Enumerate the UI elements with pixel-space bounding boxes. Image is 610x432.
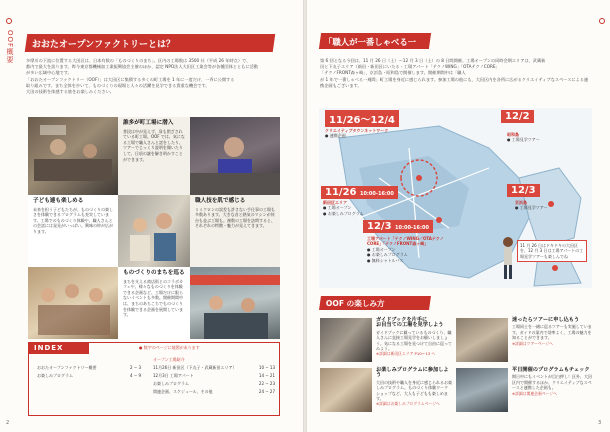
date-label: 11/26 10:00-16:00 — [321, 186, 398, 199]
feature-text: １ミクロンの誤差も許さない手仕事の工場も多数あります。大きな音と熱気のマシンが何台も並ぶ工場も。複数の工場を訪問すると、それぞれの特徴・魅力が見えてきます。 — [195, 206, 275, 229]
page-number-left: 2 — [6, 420, 10, 426]
enjoy-banner — [319, 296, 431, 310]
intro-line: が多い広域中心地です。 — [26, 70, 72, 76]
area-map[interactable] — [319, 108, 592, 288]
enjoy-title: OOF の楽しみ方 — [325, 299, 385, 308]
week-title-banner — [319, 33, 431, 59]
enjoy-link[interactable]: ※詳細は関連企画ページへ — [512, 390, 557, 396]
right-intro — [320, 58, 592, 89]
enjoy-heading: ガイドブックを片手に お目当ての工場を見学しよう — [376, 317, 444, 329]
feature-text: 普段は中が見えず、扉も閉ざされている町工場。OOF では、気になる工場で職人さんと話をしたり、ツアーでじっくり説明を聞いたりして、日頃の謎を解き明かすことができます。 — [123, 128, 185, 162]
enjoy-heading: 平日開催のプログラムもチェック — [512, 367, 590, 373]
index-box — [28, 342, 280, 416]
week-title: 「職人が一番しゃべる一週間」 — [324, 37, 417, 59]
tab-dot-icon — [6, 18, 12, 24]
left-page — [0, 0, 303, 432]
feature-heading: 職人技を肌で感じる — [195, 198, 246, 204]
feature-cell-4 — [118, 267, 190, 339]
enjoy-link[interactable]: ※詳細はツアーページへ — [512, 340, 553, 346]
map-tag[interactable]: 工場アパート「テクノWING／OTAテクノCORE」「テクノFRONT森ヶ崎」 ● 工場オープン ● お楽しみプログラム ● 無料シャトルバス — [367, 236, 444, 263]
index-row[interactable]: 11月26日 新田区（下丸子・武蔵新田エリア） 10 − 13 — [153, 365, 275, 370]
enjoy-item — [376, 368, 452, 407]
enjoy-item — [376, 318, 452, 357]
map-tag[interactable]: 新田区エリア ● 工場オープン ● お楽しみプログラム — [323, 200, 364, 216]
enjoy-item — [512, 368, 592, 396]
speech-bubble: 11 月 26 日はドキドキの大田区を、12 月 3 日は工場アパートの工場見学ツアーも楽しんでね — [517, 240, 587, 262]
intro-line: 第 6 回となる今回は、11 月 26 日（土）〜12 月 3 日（土）の 8 日間開催。工場オープンの同時会期エリアは、武蔵新 — [320, 58, 546, 63]
feature-heading: 子ども連も楽しめる — [33, 198, 84, 204]
intro-line: 田と下丸子エリア（新田・新田区にいたる・工場アパート「テクノWING」「OTAテクノCORE」 — [320, 64, 500, 70]
photo-tour — [456, 318, 508, 362]
map-tag[interactable]: 昭和島 ● 工場見学ツアー — [507, 132, 540, 143]
feature-cell-2 — [28, 195, 118, 267]
index-row[interactable]: 12月3日 工場アパート 14 − 21 — [153, 373, 275, 378]
intro-line: 「おおたオープンファクトリー（OOF）」は大田区に集積する多くの町工場を 1 年に一度だけ、一斉に公開する — [26, 76, 235, 82]
date-label: 12/3 — [507, 184, 540, 197]
enjoy-text: ガイドブックに載っているものづくり、職人さんに直接工場見学をお願いしましょう。気になる工場を見つけて自由に巡ってみよう。 — [376, 329, 452, 352]
photo-workshop — [28, 117, 118, 195]
intro-line: 多摩川の下流に位置する大田区は、日本有数の「ものづくりのまち」。区内の工場数は 3500 社（平成 26 年時点）で、 — [26, 58, 251, 63]
index-row[interactable]: お楽しみプログラム 4 − 9 — [37, 373, 141, 378]
feature-cell-3 — [190, 195, 280, 267]
enjoy-text: 工場同士を一緒に巡るツアーも実施しています。ガイドの案内で効率よく、工場の魅力を知ることができます。 — [512, 324, 592, 341]
intro-line: 取り組みです。まち全体を歩いて、ものづくりの現場と人々の活躍を見学できる貴重な機会です。 — [26, 82, 210, 88]
section-title-banner — [25, 34, 276, 52]
photo-program — [320, 368, 372, 412]
feature-mosaic — [28, 117, 280, 339]
enjoy-item — [512, 318, 592, 346]
date-label: 12/2 — [501, 110, 534, 123]
index-note: ● 数字のページに地図があります — [139, 345, 200, 350]
tab-dot-icon — [599, 18, 605, 24]
intro-line: 大田の技術を体感する旅をお楽しみください。 — [26, 89, 114, 95]
feature-text: 未来を担う子どもたちが、ものづくりの楽しさを体験できるプログラムも充実しています。工場でのものづくり体験や、職人さんとの会話には発見がいっぱい。興味の枠が広がります。 — [33, 206, 113, 234]
side-tab-label: OOF概要 — [6, 30, 14, 65]
feature-heading: 誰多が町工場に潜入 — [123, 120, 174, 126]
date-label: 12/3 10:00-16:00 — [363, 220, 433, 233]
photo-weekday — [456, 368, 508, 412]
photo-guidebook — [320, 318, 372, 362]
enjoy-text: 期日中にもイベントが目白押し！区外、大田区内で開催するほか、クリエイティブなスペースと連携した企画も。 — [512, 374, 592, 391]
intro-line: 都内で最大を誇ります。昨今東京都機械加工業振興協会主催のほか、認定 NPO法人大田区工業会等が各種団体とともに活動 — [26, 64, 258, 70]
map-tag[interactable]: クリエイティブタウンネットワーク ● 連携企画 — [325, 128, 389, 139]
index-heading: INDEX — [29, 343, 89, 354]
photo-kids — [118, 195, 190, 267]
enjoy-heading: お楽しみプログラムに参加しよう — [376, 367, 449, 379]
photo-event — [190, 267, 280, 339]
section-title: おおたオープンファクトリーとは？ — [31, 40, 175, 50]
enjoy-heading: 迷ったらツアーに申し込もう — [512, 317, 580, 323]
enjoy-text: 大田の技術や職人を身近に感じられるお楽しみプログラム。ものづくり体験ワークショップなど、大人も子どもも楽しめます。 — [376, 379, 452, 402]
date-label: 11/26〜12/4 — [325, 110, 399, 127]
photo-people — [28, 267, 118, 339]
photo-machine — [190, 117, 280, 195]
index-row[interactable]: おおたオープンファクトリー概要 2 − 3 — [37, 365, 141, 370]
feature-heading: ものづくりのまちを巡る — [123, 270, 185, 276]
enjoy-link[interactable]: ※詳細は新田区エリア P10〜13 へ — [376, 351, 436, 357]
index-row[interactable]: お楽しみプログラム 22 − 23 — [153, 381, 275, 386]
index-row[interactable]: 関連企画、スケジュール、その他 24 − 27 — [153, 389, 275, 394]
page-number-right: 3 — [598, 420, 602, 426]
feature-cell-1 — [118, 117, 190, 195]
intro-line: 「テクノFRONT森ヶ崎」、京浜島・昭和島で開催します。開催期間中は「職人 — [320, 70, 466, 76]
enjoy-link[interactable]: ※詳細はお楽しみプログラムページへ — [376, 401, 440, 407]
intro-line: が 1 年で一番しゃべる一週間」町工場を身近に感じられます。参加工場の他にも、大田区内を各所に広がるクリエイティブなスペースによる連携企画もございます。 — [320, 76, 589, 88]
feature-text: まちを支える商店街とのコラボカフェや、様々なものづくりを体験できる企画など、工場だけに限らないイベントも多数。開催期間中は、まちのあちこちでものづくりを体験できる企画を展開しています。 — [123, 278, 183, 318]
map-tag[interactable]: 京浜島 ● 工場見学ツアー — [515, 200, 548, 211]
intro-text — [26, 58, 284, 95]
index-subhead: オープン工場紹介 — [153, 357, 185, 362]
guide-person-icon — [501, 236, 515, 280]
